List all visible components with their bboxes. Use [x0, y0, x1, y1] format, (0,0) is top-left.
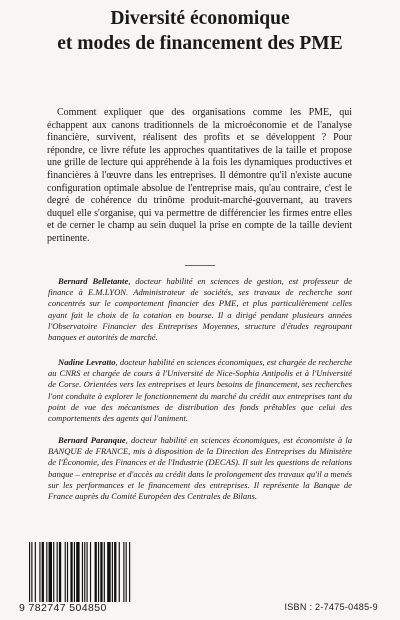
- section-divider: [185, 265, 215, 266]
- author-bio-3: [48, 435, 352, 502]
- ean-barcode: [19, 540, 179, 620]
- author-text-3: , docteur habilité en sciences économiques, est économiste à la BANQUE de FRANCE, mis à disposition de la Direction des Entreprises du Ministère de l'Économie, des Finances et de l'Industrie (DECAS). Il suit les questions de relations banque – entreprise et d'accès au crédit dans le prolongement des travaux qu'il a menés sur les performances et le financement des entreprises. Il représente la Banque de France auprès du Comité Européen des Centrales de Bilans.: [48, 435, 352, 502]
- barcode-bars-graphic: [19, 540, 179, 604]
- title-line-1: Diversité économique: [110, 8, 290, 29]
- barcode-digits: 9 782747 504850: [19, 602, 179, 614]
- isbn-number: ISBN : 2-7475-0485-9: [284, 602, 378, 612]
- author-bio-1: [48, 276, 352, 343]
- book-summary: Comment expliquer que des organisations comme les PME, qui échappent aux canons traditionnels de la microéconomie et de l'analyse financière, survivent, réalisent des profits et se développent ? Pour répondre, ce livre réfute les approches quantitatives de la taille et propose une grille de lecture qui appréhende à la fois les dynamiques productives et financières à l'œuvre dans les entreprises. Il démontre qu'il n'existe aucune configuration optimale absolue de l'entreprise mais, qu'au contraire, c'est le degré de cohérence du trinôme produit-marché-gouvernant, au travers duquel elle s'organise, qui va permettre de différencier les firmes entre elles et de cerner le champ au sein duquel la prise en compte de la taille devient pertinente.: [47, 107, 352, 244]
- book-title: [0, 6, 400, 56]
- author-text-2: , docteur habilité en sciences économiques, est chargée de recherche au CNRS et chargée de cours à l'Université de Nice-Sophia Antipolis et à l'Université de Corse. Orientées vers les entreprises et leurs besoins de financement, ses recherches l'ont conduite à explorer le fonctionnement du marché du crédit aux entreprises tant du point de vue des mécanismes de distribution des fonds prêtables que celui des comportements des agents qui l'animent.: [48, 357, 353, 424]
- author-name-2: Nadine Levratto: [58, 357, 116, 367]
- author-text-1: , docteur habilité en sciences de gestion, est professeur de finance à E.M.LYON. Administrateur de sociétés, ses travaux de recherche sont concentrés sur le comportement financier des PME, et plus particulièrement celles ayant fait le choix de la cotation en bourse. Il a dirigé pendant plusieurs années l'Observatoire Financier des Entreprises Moyennes, structure d'études regroupant banques et autorités de marché.: [48, 276, 352, 343]
- author-name-1: Bernard Belletante: [58, 276, 129, 286]
- author-bio-2: [48, 357, 352, 424]
- title-line-2: et modes de financement des PME: [57, 33, 343, 54]
- author-name-3: Bernard Paranque: [58, 435, 126, 445]
